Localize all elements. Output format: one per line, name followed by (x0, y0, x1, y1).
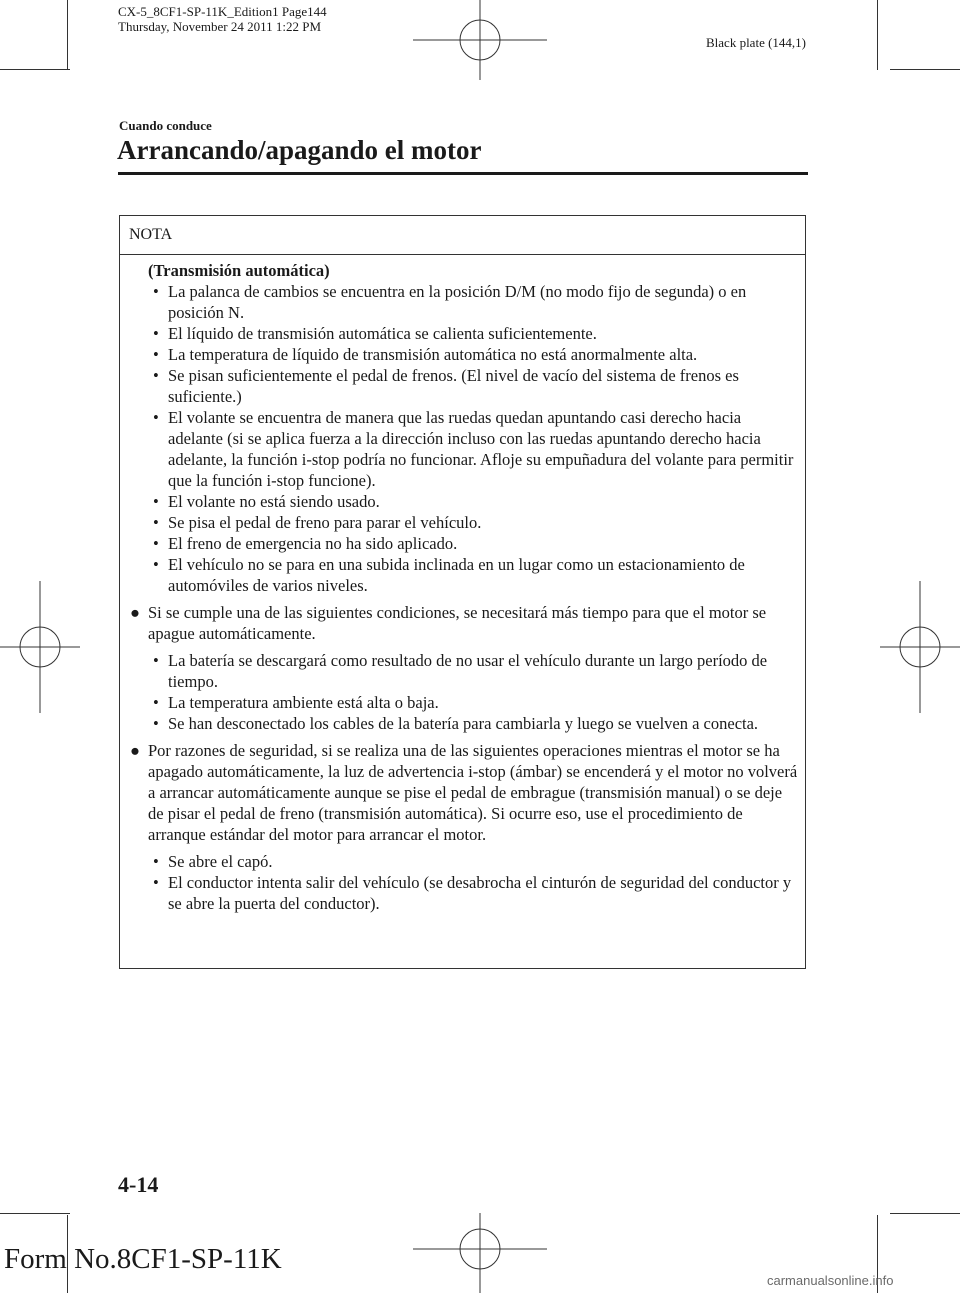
list-item (128, 554, 799, 596)
main-list-item (128, 602, 799, 734)
registration-mark-right (880, 581, 960, 713)
list-item (128, 281, 799, 323)
note-body (128, 260, 799, 914)
condition-list (148, 851, 799, 914)
list-item (148, 692, 799, 713)
list-item (128, 365, 799, 407)
list-item-text: Se abre el capó. (168, 852, 273, 871)
list-item-text: La temperatura de líquido de transmisión automática no está anormalmente alta. (168, 345, 698, 364)
watermark: carmanualsonline.info (767, 1273, 894, 1288)
bullet-icon: • (153, 366, 159, 385)
list-item (128, 344, 799, 365)
bullet-icon: • (153, 513, 159, 532)
bullet-icon: • (153, 492, 159, 511)
note-box (119, 215, 806, 969)
title-rule (118, 172, 808, 175)
bullet-icon: • (153, 852, 159, 871)
bullet-icon: • (153, 693, 159, 712)
crop-mark (0, 69, 70, 70)
list-item-text: El líquido de transmisión automática se calienta suficientemente. (168, 324, 597, 343)
bullet-icon: • (153, 873, 159, 892)
registration-mark-top (413, 0, 547, 80)
list-item-text: El vehículo no se para en una subida inclinada en un lugar como un estacionamiento de automóviles de varios niveles. (168, 555, 745, 595)
page-title: Arrancando/apagando el motor (117, 135, 482, 165)
registration-mark-left (0, 581, 80, 713)
print-file-info: CX-5_8CF1-SP-11K_Edition1 Page144 (118, 4, 327, 19)
main-list-item (128, 740, 799, 914)
list-item-text: Se pisan suficientemente el pedal de frenos. (El nivel de vacío del sistema de frenos es suficiente.) (168, 366, 739, 406)
list-item-text: La palanca de cambios se encuentra en la posición D/M (no modo fijo de segunda) o en posición N. (168, 282, 747, 322)
bullet-icon: ● (130, 603, 140, 622)
list-item (148, 650, 799, 692)
crop-mark (877, 0, 878, 70)
subsection-title: (Transmisión automática) (148, 261, 330, 280)
list-item-text: La batería se descargará como resultado de no usar el vehículo durante un largo período de tiempo. (168, 651, 768, 691)
bullet-icon: • (153, 282, 159, 301)
crop-mark (890, 69, 960, 70)
list-item-text: El conductor intenta salir del vehículo (se desabrocha el cinturón de seguridad del conductor y se abre la puerta del conductor). (168, 873, 792, 913)
section-label: Cuando conduce (119, 118, 212, 133)
main-list-item-text: Si se cumple una de las siguientes condiciones, se necesitará más tiempo para que el motor se apague automáticamente. (148, 603, 767, 643)
list-item-text: El freno de emergencia no ha sido aplicado. (168, 534, 458, 553)
note-header (120, 216, 805, 255)
list-item (128, 407, 799, 491)
note-label: NOTA (129, 226, 173, 243)
bullet-icon: • (153, 555, 159, 574)
list-item (148, 851, 799, 872)
crop-mark (67, 0, 68, 70)
crop-mark (0, 1213, 70, 1214)
page-number: 4-14 (118, 1172, 159, 1197)
list-item-text: El volante se encuentra de manera que las ruedas quedan apuntando casi derecho hacia adelante (si se aplica fuerza a la dirección incluso con las ruedas apuntando derecho hacia adelante, la función i-stop podría no funcionar. Afloje su empuñadura del volante para permitir que la función i-stop funcione). (168, 408, 794, 490)
list-item-text: Se han desconectado los cables de la batería para cambiarla y luego se vuelven a conecta. (168, 714, 759, 733)
main-list-item-text: Por razones de seguridad, si se realiza una de las siguientes operaciones mientras el motor se ha apagado automáticamente, la luz de advertencia i-stop (ámbar) se encenderá y el motor no volverá a arrancar automáticamente aunque se pise el pedal de embrague (transmisión manual) o se deje de pisar el pedal de freno (transmisión automática). Si ocurre eso, use el procedimiento de arranque estándar del motor para arrancar el motor. (148, 741, 798, 844)
list-item (128, 512, 799, 533)
main-bullet-list (128, 602, 799, 914)
condition-list (128, 281, 799, 596)
registration-mark-bottom (413, 1213, 547, 1293)
form-number: Form No.8CF1-SP-11K (4, 1243, 282, 1275)
bullet-icon: • (153, 534, 159, 553)
list-item (148, 872, 799, 914)
bullet-icon: • (153, 714, 159, 733)
bullet-icon: • (153, 345, 159, 364)
crop-mark (890, 1213, 960, 1214)
plate-info: Black plate (144,1) (706, 35, 806, 50)
list-item-text: La temperatura ambiente está alta o baja. (168, 693, 439, 712)
list-item (128, 533, 799, 554)
list-item-text: Se pisa el pedal de freno para parar el vehículo. (168, 513, 482, 532)
list-item (128, 491, 799, 512)
list-item-text: El volante no está siendo usado. (168, 492, 380, 511)
print-date: Thursday, November 24 2011 1:22 PM (118, 19, 322, 34)
bullet-icon: • (153, 324, 159, 343)
bullet-icon: • (153, 408, 159, 427)
bullet-icon: • (153, 651, 159, 670)
list-item (148, 713, 799, 734)
list-item (128, 323, 799, 344)
condition-list (148, 650, 799, 734)
bullet-icon: ● (130, 741, 140, 760)
